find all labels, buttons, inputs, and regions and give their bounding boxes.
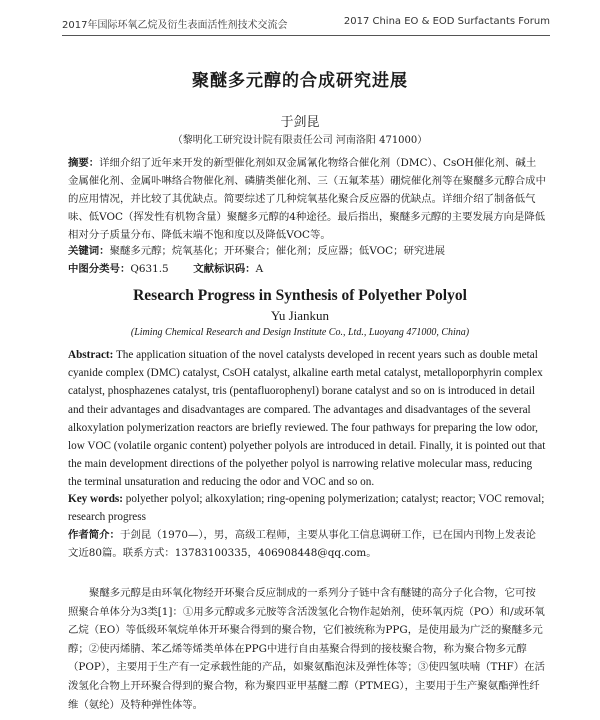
author-bio (68, 526, 546, 562)
author-chinese: 于剑昆 (280, 115, 320, 130)
abstract-chinese (68, 154, 546, 244)
keywords-chinese-label: 关键词： (68, 245, 110, 257)
keywords-english-label: Key words: (68, 493, 123, 505)
abstract-english-label: Abstract: (68, 349, 114, 361)
keywords-english (68, 490, 546, 526)
affiliation-chinese: （黎明化工研究设计院有限责任公司 河南洛阳 471000） (172, 135, 428, 146)
body-paragraph: 聚醚多元醇是由环氧化物经开环聚合反应制成的一系列分子链中含有醚键的高分子化合物，它可按照聚合单体分为3类[1]：①用多元醇或多元胺等含活泼氢化合物作起始剂，使环氧丙烷（PO）和/或环氧乙烷（EO）等低级环氧烷单体开环聚合得到的聚合物，它们被统称为PPG，是使用最为广泛的聚醚多元醇；②使丙烯腈、苯乙烯等烯类单体在PPG中进行自由基聚合得到的接枝聚合物，称为聚合物多元醇（POP），主要用于生产有一定承载性能的产品，如聚氨酯泡沫及弹性体等；③使四氢呋喃（THF）在活泼氢化合物上开环聚合得到的聚合物，称为聚四亚甲基醚二醇（PTMEG），主要用于生产聚氨酯弹性纤维（氨纶）及特种弹性体等。 (68, 587, 545, 711)
keywords-chinese (68, 242, 546, 260)
title-chinese: 聚醚多元醇的合成研究进展 (192, 71, 408, 91)
abstract-chinese-text: 详细介绍了近年来开发的新型催化剂如双金属氰化物络合催化剂（DMC）、CsOH催化剂、碱土金属催化剂、金属卟啉络合物催化剂、磷腈类催化剂、三（五氟苯基）硼烷催化剂等在聚醚多元醇合成中的应用情况，并比较了其优缺点。简要综述了几种烷氧基化聚合反应器的优缺点。详细介绍了制备低气味、低VOC（挥发性有机物含量）聚醚多元醇的4种途径。最后指出，聚醚多元醇的主要发展方向是降低相对分子质量分布、降低末端不饱和度以及降低VOC等。 (68, 157, 546, 241)
classification-line (68, 260, 546, 278)
header-right: 2017 China EO & EOD Surfactants Forum (343, 16, 550, 27)
abstract-english-text: The application situation of the novel catalysts developed in recent years such as double metal cyanide complex (DMC) catalyst, CsOH catalyst, alkaline earth metal catalyst, metalloporphyrin complex catalyst, phosphazenes catalyst, tris (pentafluorophenyl) borane catalyst and so on is introduced in detail and their advantages and disadvantages are compared. The advantages and disadvantages of the several alkoxylation polymerization reactors are briefly reviewed. The four pathways for preparing the low odor, low VOC (volatile organic content) polyether polyols are introduced in detail. Finally, it is pointed out that the main development directions of the polyether polyol is narrowing relative molecular mass, reducing the terminal unsaturation and reducing the odor and VOC and so on. (68, 349, 546, 489)
author-bio-text: 于剑昆（1970—），男，高级工程师，主要从事化工信息调研工作，已在国内刊物上发表论文近80篇。联系方式：13783100335，406908448@qq.com。 (68, 529, 537, 559)
clc-value: Q631.5 (130, 263, 169, 275)
clc-label: 中图分类号： (68, 263, 131, 275)
keywords-english-text: polyether polyol; alkoxylation; ring-opening polymerization; catalyst; reactor; VOC removal; research progress (68, 493, 545, 524)
affiliation-english: (Liming Chemical Research and Design Institute Co., Ltd., Luoyang 471000, China) (130, 327, 470, 338)
abstract-chinese-label: 摘要： (68, 157, 100, 169)
doc-code-label: 文献标识码： (193, 263, 256, 275)
author-bio-label: 作者简介： (68, 529, 120, 541)
keywords-chinese-text: 聚醚多元醇；烷氧基化；开环聚合；催化剂；反应器；低VOC；研究进展 (109, 245, 446, 257)
title-english: Research Progress in Synthesis of Polyether Polyol (133, 287, 467, 304)
running-header (62, 16, 550, 36)
header-left: 2017年国际环氧乙烷及衍生表面活性剂技术交流会 (62, 20, 288, 31)
abstract-english (68, 346, 546, 492)
doc-code-value: A (255, 263, 264, 275)
author-english: Yu Jiankun (270, 308, 330, 323)
